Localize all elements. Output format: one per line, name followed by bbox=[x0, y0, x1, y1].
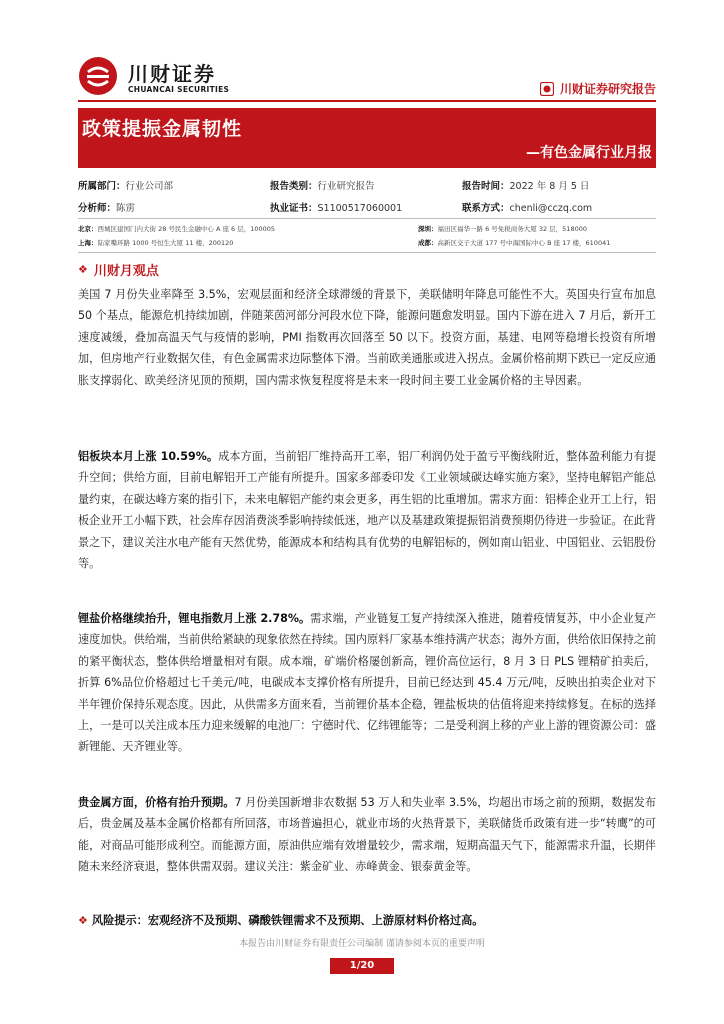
cert-label: 执业证书： bbox=[270, 203, 318, 214]
paragraph-text: 需求端，产业链复工复产持续深入推进，随着疫情复苏，中小企业复产速度加快。供给端，当前供给紧缺的现象依然在持续。国内原料厂家基本维持满产状态；海外方面，供给依旧保持之前的紧平衡状态，整体供给增量相对有限。成本端，矿端价格屡创新高，锂价高位运行，8 月 3 日 PLS 锂精矿拍卖后，折算 6%品位价格超过七千美元/吨，电碳成本支撑价格有所提升，目前已经达到 45.4 万元/吨，反映出拍卖企业对下半年锂价保持乐观态度。因此，从供需多方面来看，当前锂价基本企稳，锂盐板块的估值将迎来持续修复。在标的选择上，一是可以关注成本压力迎来缓解的电池厂：宁德时代、亿纬锂能等；二是受利润上移的产业上游的锂资源公司：盛新锂能、天齐锂业等。 bbox=[78, 612, 656, 754]
company-logo bbox=[78, 52, 278, 102]
shenzhen-address: 福田区福华一路 6 号免税商务大厦 32 层，518000 bbox=[437, 225, 587, 233]
contact-label: 联系方式： bbox=[462, 203, 510, 214]
dept-value: 行业公司部 bbox=[125, 181, 174, 192]
section-title: 川财月观点 bbox=[93, 264, 159, 279]
paragraph-macro bbox=[78, 284, 656, 391]
diamond-icon: ❖ bbox=[78, 914, 88, 927]
date-value: 2022 年 8 月 5 日 bbox=[509, 181, 590, 192]
meta-row-1 bbox=[78, 178, 656, 192]
section-heading bbox=[78, 260, 159, 279]
chengdu-label: 成都： bbox=[418, 239, 438, 247]
report-subtitle: —有色金属行业月报 bbox=[526, 145, 652, 161]
contact-value: chenli@cczq.com bbox=[509, 203, 593, 214]
chengdu-address: 高新区交子大道 177 号中海国际中心 B 座 17 楼，610041 bbox=[437, 239, 611, 247]
diamond-icon: ❖ bbox=[78, 263, 88, 276]
header-rule bbox=[78, 100, 656, 102]
address-row-2 bbox=[78, 238, 656, 248]
type-value: 行业研究报告 bbox=[317, 181, 375, 192]
footer-disclaimer: 本报告由川财证券有限责任公司编制 谨请参阅本页的重要声明 bbox=[239, 939, 485, 949]
shenzhen-label: 深圳： bbox=[418, 225, 438, 233]
paragraph-lead: 贵金属方面，价格有抬升预期。 bbox=[78, 796, 235, 809]
logo-mark-icon bbox=[78, 56, 118, 96]
beijing-address: 西城区建国门内大街 28 号民生金融中心 A 座 6 层，100005 bbox=[97, 225, 276, 233]
brand-report-label: 川财证券研究报告 bbox=[559, 82, 656, 96]
dept-label: 所属部门： bbox=[78, 181, 126, 192]
analyst-label: 分析师： bbox=[78, 203, 117, 214]
meta-divider bbox=[78, 218, 656, 219]
address-row-1 bbox=[78, 224, 656, 234]
shanghai-address: 陆家嘴环路 1000 号恒生大厦 11 楼，200120 bbox=[97, 239, 234, 247]
analyst-value: 陈雳 bbox=[116, 203, 136, 214]
paragraph-lead: 锂盐价格继续抬升，锂电指数月上涨 2.78%。 bbox=[78, 612, 311, 625]
report-brand bbox=[540, 80, 656, 97]
beijing-label: 北京： bbox=[78, 225, 98, 233]
meta-row-2 bbox=[78, 200, 656, 214]
paragraph-lead: 铝板块本月上涨 10.59%。 bbox=[78, 450, 219, 463]
address-divider bbox=[78, 252, 656, 253]
brand-badge-icon bbox=[540, 82, 554, 96]
type-label: 报告类别： bbox=[270, 181, 318, 192]
logo-name-cn: 川财证券 bbox=[128, 62, 216, 86]
cert-value: S1100517060001 bbox=[317, 203, 403, 214]
risk-text: 宏观经济不及预期、磷酸铁锂需求不及预期、上游原材料价格过高。 bbox=[147, 914, 484, 927]
paragraph-text: 美国 7 月份失业率降至 3.5%，宏观层面和经济全球滞缓的背景下，美联储明年降息可能性不大。英国央行宣布加息 50 个基点，能源危机持续加剧，伴随莱茵河部分河段水位下降，能源问题愈发明显。国内下游在进入 7 月后，新开工速度减缓，叠加高温天气与疫情的影响，PMI 指数再次回落至 50 以下。投资方面，基建、电网等稳增长投资有所增加，但房地产行业数据欠佳，有色金属需求边际整体下滑。当前欧美通胀或进入拐点。金属价格前期下跌已一定反应通胀支撑弱化、欧美经济见顶的预期，国内需求恢复程度将是未来一段时间主要工业金属价格的主导因素。 bbox=[78, 288, 656, 387]
paragraph-text: 7 月份美国新增非农数据 53 万人和失业率 3.5%，均超出市场之前的预期，数据发布后，贵金属及基本金属价格都有所回落，市场普遍担心，就业市场的火热背景下，美联储货币政策有进一步“转鹰”的可能，对商品可能形成利空。而能源方面，原油供应端有效增量较少，需求端，短期高温天气下，能源需求升温，长期伴随未来经济衰退，整体供需双弱。建议关注：紫金矿业、赤峰黄金、银泰黄金等。 bbox=[78, 796, 656, 874]
paragraph-lithium bbox=[78, 608, 656, 758]
paragraph-text: 成本方面，当前铝厂维持高开工率，铝厂利润仍处于盈亏平衡线附近，整体盈利能力有提升空间；供给方面，目前电解铝开工产能有所提升。国家多部委印发《工业领域碳达峰实施方案》，坚持电解铝产能总量约束，在碳达峰方案的指引下，未来电解铝产能约束会更多，再生铝的比重增加。需求方面：铝棒企业开工上行，铝板企业开工小幅下跌，社会库存因消费淡季影响持续低迷，地产以及基建政策提振铝消费预期仍待进一步验证。在此背景之下，建议关注水电产能有天然优势，能源成本和结构具有优势的电解铝标的，例如南山铝业、中国铝业、云铝股份等。 bbox=[78, 450, 656, 571]
report-title: 政策提振金属韧性 bbox=[82, 118, 243, 140]
page-number: 1/20 bbox=[330, 958, 394, 974]
paragraph-aluminum bbox=[78, 446, 656, 574]
risk-warning bbox=[78, 912, 656, 928]
logo-name-en: CHUANCAI SECURITIES bbox=[128, 85, 230, 94]
title-banner bbox=[78, 108, 656, 168]
shanghai-label: 上海： bbox=[78, 239, 98, 247]
date-label: 报告时间： bbox=[462, 181, 510, 192]
paragraph-precious-metals bbox=[78, 792, 656, 878]
risk-label: 风险提示： bbox=[91, 914, 148, 927]
